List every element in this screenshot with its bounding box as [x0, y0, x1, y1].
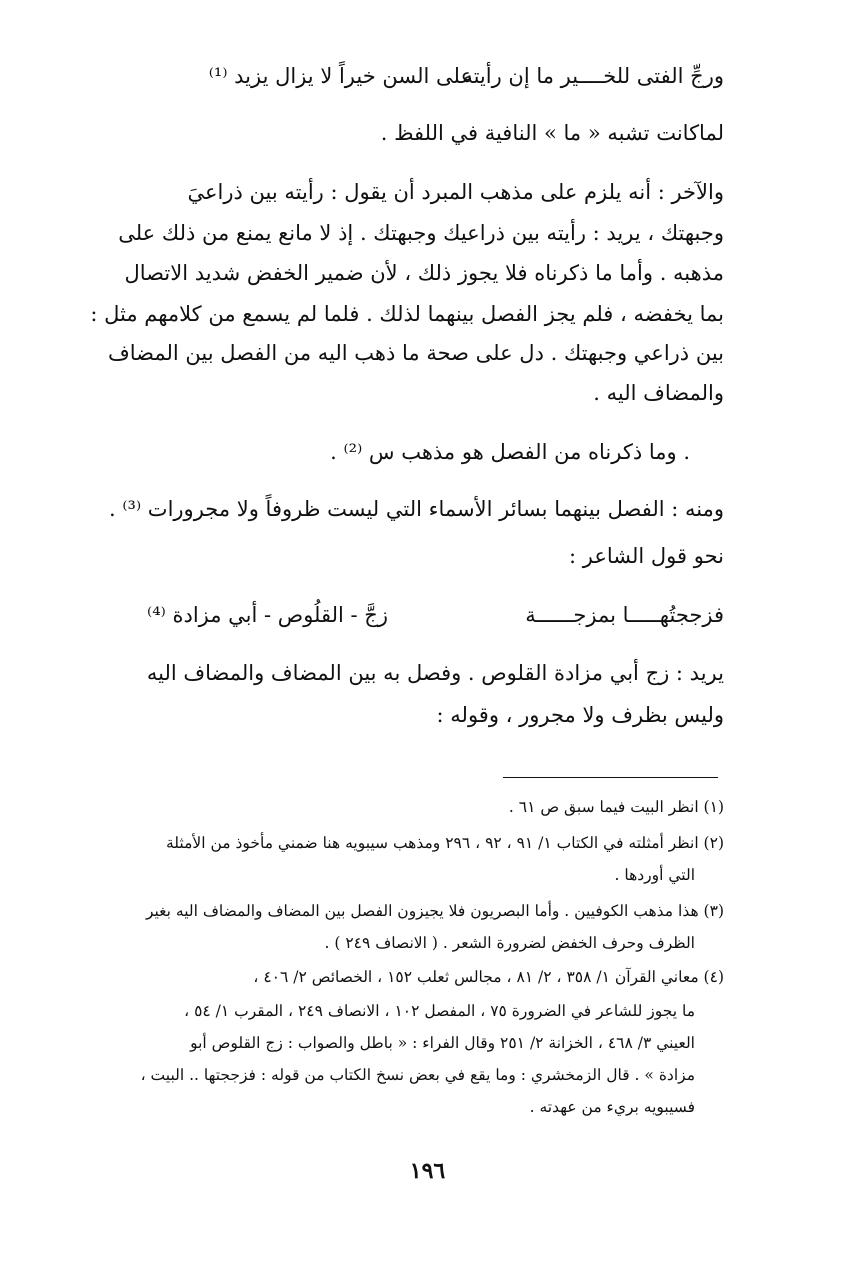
footnote-4-line-1: (٤) معاني القرآن ١/ ٣٥٨ ، ٢/ ٨١ ، مجالس ثعلب ١٥٢ ، الخصائص ٢/ ٤٠٦ ،: [253, 968, 724, 986]
body-line-1: لماكانت تشبه « ما » النافية في اللفظ .: [380, 121, 724, 145]
footnote-4-line-3: العيني ٣/ ٤٦٨ ، الخزانة ٢/ ٢٥١ وقال الفراء : « باطل والصواب : زج القلوص أبو: [190, 1034, 695, 1052]
footnote-3-line-1: (٣) هذا مذهب الكوفيين . وأما البصريون فلا يجيزون الفصل بين المضاف والمضاف اليه بغير: [145, 902, 724, 920]
footnote-4-line-4: مزادة » . قال الزمخشري : وما يقع في بعض نسخ الكتاب من قوله : فزججتها .. البيت ،: [140, 1066, 695, 1084]
footnote-separator: [503, 777, 718, 778]
body-line-5: بما يخفضه ، فلم يجز الفصل بينهما لذلك . فلما لم يسمع من كلامهم مثل :: [90, 302, 724, 326]
body-line-4: مذهبه . وأما ما ذكرناه فلا يجوز ذلك ، لأن ضمير الخفض شديد الاتصال: [124, 261, 724, 285]
body-line-3: وجبهتك ، يريد : رأيته بين ذراعيك وجبهتك . إذ لا مانع يمنع من ذلك على: [118, 221, 724, 245]
footnote-2-line-2: التي أوردها .: [614, 866, 695, 884]
footnote-4-line-5: فسيبويه بريء من عهدته .: [529, 1098, 695, 1116]
body-line-7: والمضاف اليه .: [593, 381, 724, 405]
footnote-4-line-2: ما يجوز للشاعر في الضرورة ٧٥ ، المفصل ١٠٢ ، الانصاف ٢٤٩ ، المقرب ١/ ٥٤ ،: [184, 1002, 695, 1020]
verse-1-right-hemistich: ورجِّ الفتى للخــــير ما إن رأيته: [462, 64, 724, 88]
footnote-1: (١) انظر البيت فيما سبق ص ٦١ .: [508, 798, 724, 816]
verse-2-left-hemistich: زجَّ - القلُوص - أبي مزادة ⁽⁴⁾: [147, 603, 388, 627]
footnote-2-line-1: (٢) انظر أمثلته في الكتاب ١/ ٩١ ، ٩٢ ، ٢٩٦ ومذهب سيبويه هنا ضمني مأخوذ من الأمثلة: [165, 834, 724, 852]
verse-1-left-hemistich: على السن خيراً لا يزال يزيد ⁽¹⁾: [208, 64, 473, 88]
body-line-6: بين ذراعي وجبهتك . دل على صحة ما ذهب اليه من الفصل بين المضاف: [107, 341, 724, 365]
page-number: ١٩٦: [409, 1158, 446, 1184]
body-line-8: . وما ذكرناه من الفصل هو مذهب س ⁽²⁾ .: [330, 440, 690, 464]
footnote-3-line-2: الظرف وحرف الخفض لضرورة الشعر . ( الانصاف ٢٤٩ ) .: [324, 934, 695, 952]
verse-2-right-hemistich: فزججتُهـــــا بمزجــــــة: [525, 603, 724, 627]
body2-line-2: وليس بظرف ولا مجرور ، وقوله :: [436, 703, 724, 727]
body-line-9: ومنه : الفصل بينهما بسائر الأسماء التي ليست ظروفاً ولا مجرورات ⁽³⁾ .: [109, 497, 724, 521]
body-line-10: نحو قول الشاعر :: [569, 544, 724, 568]
body-line-2: والآخر : أنه يلزم على مذهب المبرد أن يقول : رأيته بين ذراعيَ: [187, 180, 724, 204]
body2-line-1: يريد : زج أبي مزادة القلوص . وفصل به بين المضاف والمضاف اليه: [146, 661, 724, 685]
